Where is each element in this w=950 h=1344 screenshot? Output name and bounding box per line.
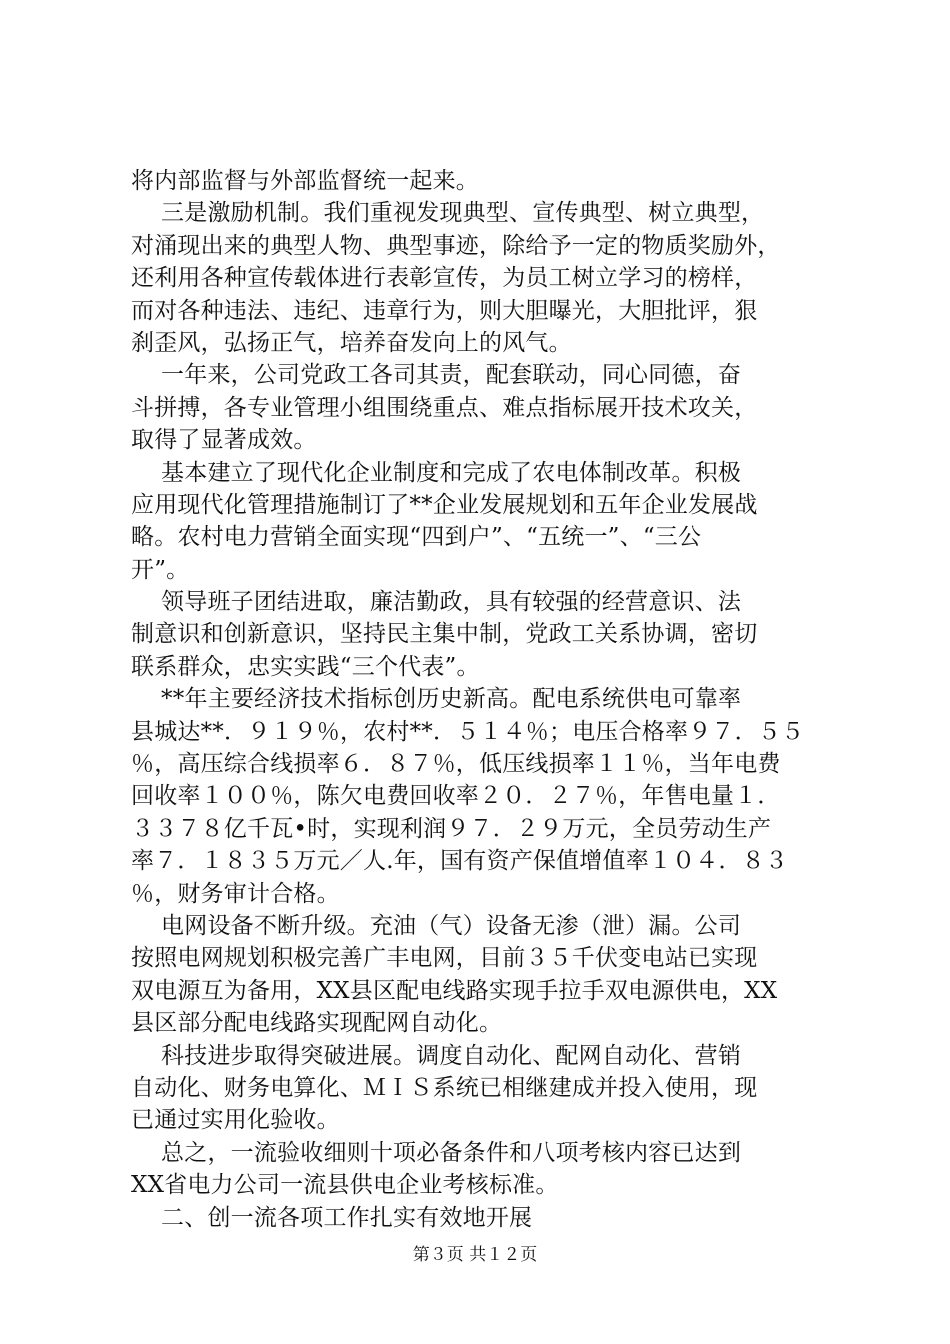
text-line: 斗拼搏，各专业管理小组围绕重点、难点指标展开技术攻关， bbox=[131, 394, 758, 421]
text-line: 按照电网规划积极完善广丰电网，目前３５千伏变电站已实现 bbox=[131, 945, 758, 972]
text-line: 还利用各种宣传载体进行表彰宣传，为员工树立学习的榜样， bbox=[131, 265, 758, 292]
text-line: 应用现代化管理措施制订了**企业发展规划和五年企业发展战 bbox=[131, 491, 758, 518]
text-line: 县区部分配电线路实现配网自动化。 bbox=[131, 1010, 503, 1037]
text-line: 取得了显著成效。 bbox=[131, 427, 317, 454]
document-body bbox=[131, 165, 831, 1234]
text-line: ３３７８亿千瓦•时，实现利润９７．２９万元，全员劳动生产 bbox=[131, 815, 772, 842]
text-line: 三是激励机制。我们重视发现典型、宣传典型、树立典型， bbox=[131, 200, 765, 227]
text-line: 联系群众，忠实实践“三个代表”。 bbox=[131, 653, 480, 680]
page-number: 第３页 共１２页 bbox=[412, 1245, 538, 1265]
text-line: 基本建立了现代化企业制度和完成了农电体制改革。积极 bbox=[131, 459, 742, 486]
text-line: 而对各种违法、违纪、违章行为，则大胆曝光，大胆批评，狠 bbox=[131, 297, 758, 324]
text-line: 略。农村电力营销全面实现“四到户”、“五统一”、“三公 bbox=[131, 524, 702, 551]
text-line: 双电源互为备用，XX县区配电线路实现手拉手双电源供电，XX bbox=[131, 977, 778, 1004]
text-line: 制意识和创新意识，坚持民主集中制，党政工关系协调，密切 bbox=[131, 621, 758, 648]
text-line: 将内部监督与外部监督统一起来。 bbox=[131, 168, 479, 194]
text-line: XX省电力公司一流县供电企业考核标准。 bbox=[131, 1172, 559, 1199]
text-line: ％，高压综合线损率６．８７％，低压线损率１１％，当年电费 bbox=[131, 751, 781, 778]
text-line: 对涌现出来的典型人物、典型事迹，除给予一定的物质奖励外， bbox=[131, 232, 781, 259]
text-line: 开”。 bbox=[131, 556, 190, 583]
text-line: 科技进步取得突破进展。调度自动化、配网自动化、营销 bbox=[131, 1042, 742, 1069]
text-line: 率７．１８３５万元／人.年，国有资产保值增值率１０４．８３ bbox=[131, 848, 789, 875]
text-line: 电网设备不断升级。充油（气）设备无渗（泄）漏。公司 bbox=[131, 912, 742, 939]
text-line: 总之，一流验收细则十项必备条件和八项考核内容已达到 bbox=[131, 1139, 742, 1166]
text-line: 已通过实用化验收。 bbox=[131, 1107, 340, 1134]
text-line: 二、创一流各项工作扎实有效地开展 bbox=[131, 1204, 533, 1231]
text-line: 回收率１００％，陈欠电费回收率２０．２７％，年售电量１． bbox=[131, 783, 781, 810]
text-line: 刹歪风，弘扬正气，培养奋发向上的风气。 bbox=[131, 329, 572, 356]
text-line: 县城达**．９１９％，农村**．５１４％；电压合格率９７．５５ bbox=[131, 718, 805, 745]
text-line: 自动化、财务电算化、ＭＩＳ系统已相继建成并投入使用，现 bbox=[131, 1074, 758, 1101]
text-line: **年主要经济技术指标创历史新高。配电系统供电可靠率 bbox=[131, 686, 742, 713]
text-line: 一年来，公司党政工各司其责，配套联动，同心同德，奋 bbox=[131, 362, 742, 389]
text-line: ％，财务审计合格。 bbox=[131, 880, 340, 907]
text-line: 领导班子团结进取，廉洁勤政，具有较强的经营意识、法 bbox=[131, 589, 742, 616]
